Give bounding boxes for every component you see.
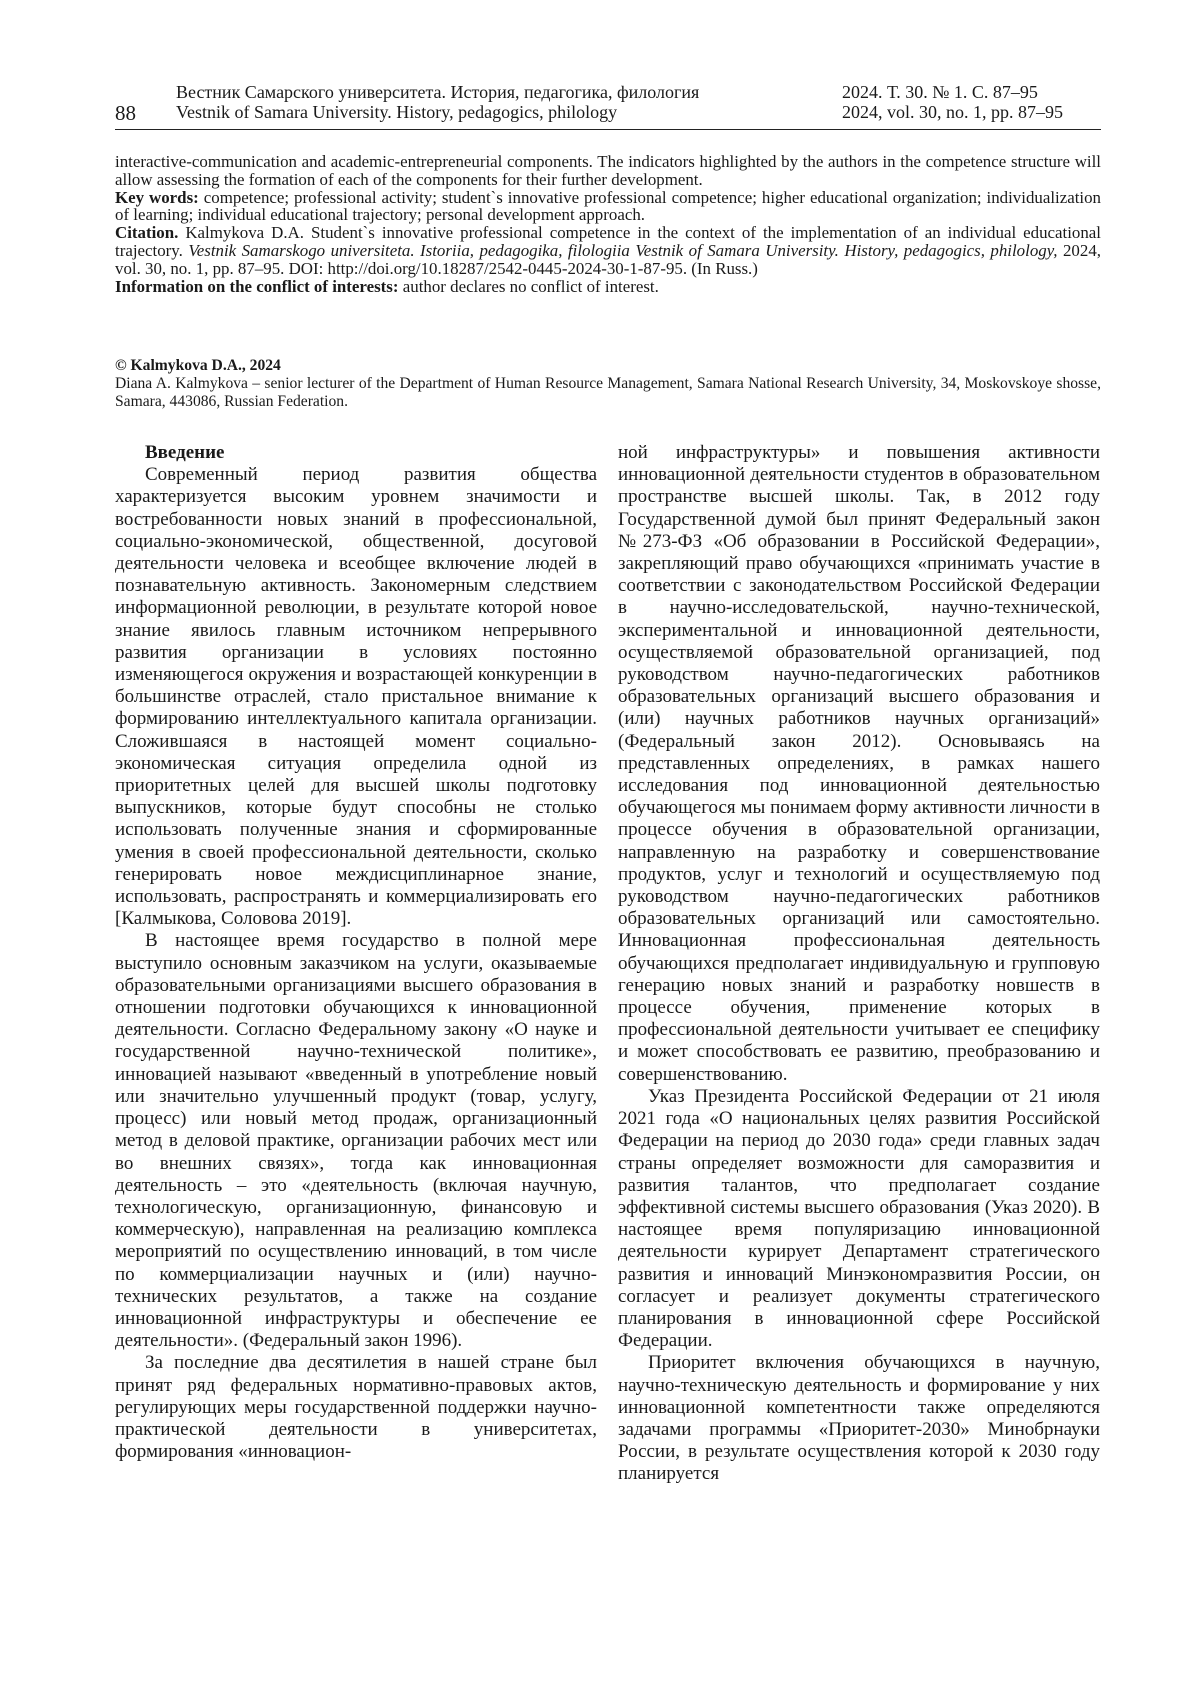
body-paragraph: ной инфраструктуры» и повышения активности инновационной деятельности студентов в образовательном пространстве высшей школы. Так, в 2012 году Государственной думой был принят Федеральный закон №273-ФЗ «Об образовании в Российской Федерации», закрепляющий право обучающихся «принимать участие в соответствии с законодательством Российской Федерации в научно-исследовательской, научно-технической, экспериментальной и инновационной деятельности, осуществляемой образовательной организацией, под руководством научно-педагогических работников образовательных организаций высшего образования и (или) научных работников научных организаций» (Федеральный закон 2012). Основываясь на представленных определениях, в рамках нашего исследования под инновационной деятельностью обучающегося мы понимаем форму активности личности в процессе обучения в образовательной организации, направленную на разработку и совершенствование продуктов, услуг и технологий и осуществляемую под руководством научно-педагогических работников образовательных организаций или самостоятельно. Инновационная профессиональная деятельность обучающихся предполагает индивидуальную и групповую генерацию новых знаний и разработку новшеств в процессе обучения, применение которых в профессиональной деятельности учитывает ее специфику и может способствовать ее развитию, преобразованию и совершенствованию. — [618, 442, 1100, 1085]
issue-info-ru: 2024. Т. 30. № 1. С. 87–95 — [842, 82, 1038, 102]
journal-title-ru: Вестник Самарского университета. История, педагогика, филология — [176, 82, 700, 102]
header-divider — [115, 129, 1101, 130]
conflict-text: author declares no conflict of interest. — [402, 276, 659, 296]
issue-info-en: 2024, vol. 30, no. 1, pp. 87–95 — [842, 102, 1064, 122]
citation-label: Citation. — [115, 223, 179, 243]
body-paragraph: В настоящее время государство в полной мере выступило основным заказчиком на услуги, оказываемые образовательными организациями высшего образования в отношении подготовки обучающихся к инновационной деятельности. Согласно Федеральному закону «О науке и государственной научно-технической политике», инновацией называют «введенный в употребление новый или значительно улучшенный продукт (товар, услугу, процесс) или новый метод продаж, организационный метод в деловой практике, организации рабочих мест или во внешних связях», тогда как инновационная деятельность – это «деятельность (включая научную, технологическую, организационную, финансовую и коммерческую), направленная на реализацию комплекса мероприятий по осуществлению инноваций, в том числе по коммерциализации научных и (или) научно-технических результатов, а также на создание инновационной инфраструктуры и обеспечение ее деятельности». (Федеральный закон 1996). — [115, 930, 597, 1352]
citation — [115, 224, 1101, 277]
body-paragraph: Современный период развития общества характеризуется высоким уровнем значимости и востребованности новых знаний в профессиональной, социально-экономической, общественной, досуговой деятельности человека и всеобщее включение людей в познавательную активность. Закономерным следствием информационной революции, в результате которой новое знание явилось главным источником непрерывного развития организации в условиях постоянно изменяющегося окружения и возрастающей конкуренции в большинстве отраслей, стало пристальное внимание к формированию интеллектуального капитала организации. Сложившаяся в настоящей момент социально-экономическая ситуация определила одной из приоритетных целей для высшей школы подготовку выпускников, которые будут способны не столько использовать полученные знания и сформированные умения в своей профессиональной деятельности, сколько генерировать новое междисциплинарное знание, использовать, распространять и коммерциализировать его [Калмыкова, Соловова 2019]. — [115, 464, 597, 930]
body-paragraph: За последние два десятилетия в нашей стране был принят ряд федеральных нормативно-правовых актов, регулирующих меры государственной поддержки научно-практической деятельности в университетах, формирования «инновацион- — [115, 1352, 597, 1463]
citation-journal: Vestnik Samarskogo universiteta. Istoriia, pedagogika, filologiia Vestnik of Samara University. History, pedagogics, philology, — [188, 240, 1058, 260]
page-number: 88 — [115, 101, 136, 125]
body-column-left — [115, 442, 597, 1463]
body-column-right — [618, 442, 1100, 1486]
citation-details: 2024, vol. 30, no. 1, pp. 87–95. DOI: http://doi.org/10.18287/2542-0445-2024-30-1-87-95. (In Russ.) — [115, 240, 1101, 278]
copyright-line: © Kalmykova D.A., 2024 — [115, 357, 281, 374]
issue-info — [842, 82, 1102, 122]
abstract-summary-tail: interactive-communication and academic-entrepreneurial components. The indicators highlighted by the authors in the competence structure will allow assessing the formation of each of the components for their further development. — [115, 152, 1101, 189]
abstract-block — [115, 153, 1101, 295]
keywords-text: competence; professional activity; student`s innovative professional competence; higher educational organization; individualization of learning; individual educational trajectory; personal development approach. — [115, 187, 1101, 225]
conflict-label: Information on the conflict of interests: — [115, 276, 399, 296]
keywords-label: Key words: — [115, 187, 199, 207]
journal-title-en: Vestnik of Samara University. History, pedagogics, philology — [176, 102, 618, 122]
journal-title — [176, 82, 816, 122]
body-paragraph: Указ Президента Российской Федерации от 21 июля 2021 года «О национальных целях развития Российской Федерации на период до 2030 года» среди главных задач страны определяет возможности для саморазвития и развития талантов, что предполагает создание эффективной системы высшего образования (Указ 2020). В настоящее время популяризацию инновационной деятельности курирует Департамент стратегического развития и инноваций Минэкономразвития России, он согласует и реализует документы стратегического планирования в инновационной сфере Российской Федерации. — [618, 1085, 1100, 1352]
conflict-of-interests — [115, 278, 1101, 296]
author-block — [115, 357, 1101, 410]
author-info: Diana A. Kalmykova – senior lecturer of the Department of Human Resource Management, Samara National Research University, 34, Moskovskoye shosse, Samara, 443086, Russian Federation. — [115, 374, 1101, 410]
section-heading: Введение — [145, 442, 225, 463]
keywords — [115, 189, 1101, 225]
body-paragraph: Приоритет включения обучающихся в научную, научно-техническую деятельность и формирование у них инновационной компетентности также определяются задачами программы «Приоритет-2030» Минобрнауки России, в результате осуществления которой к 2030 году планируется — [618, 1352, 1100, 1485]
citation-text: Kalmykova D.A. Student`s innovative professional competence in the context of the implementation of an individual educational trajectory. — [115, 223, 1101, 260]
